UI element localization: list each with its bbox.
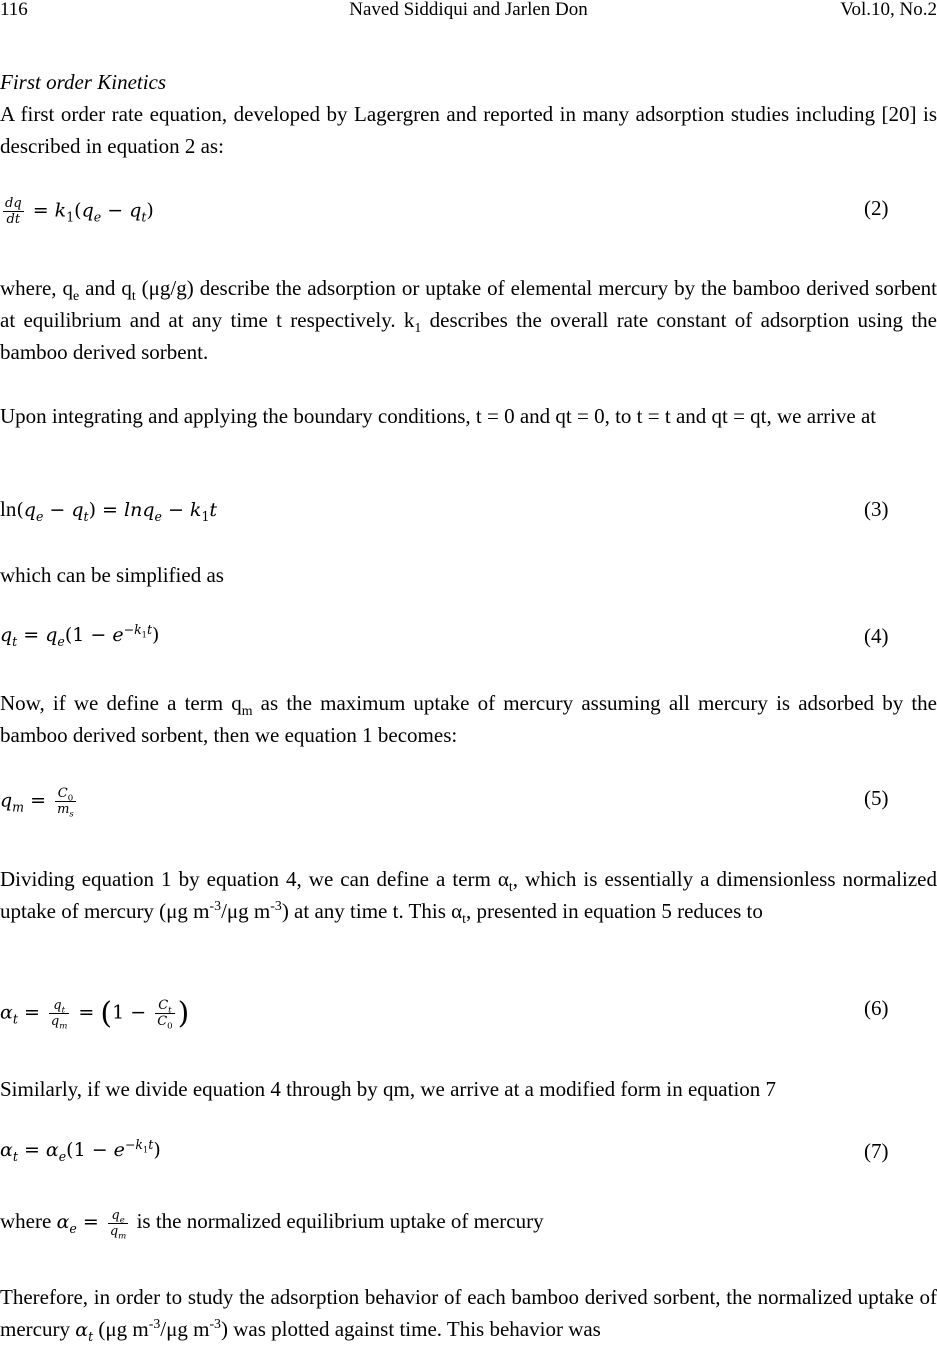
equation-3 [0,497,937,537]
equation-6-expression: $\alpha_t$ = $\frac{q_t}{q_m}$ = (1 − $\frac{C_t}{C_0}$ ) [0,996,190,1032]
paragraph-where-alpha: where $\alpha_e$ = $\frac{q_e}{q_m}$ is the normalized equilibrium uptake of mercury [0,1207,544,1242]
equation-4 [0,621,937,664]
section-heading: First order Kinetics [0,70,167,94]
equation-3-expression: $\ln(q_e - q_t) = \ln q_e - k_1t$ [0,497,218,524]
equation-6-number: (6) [864,996,889,1020]
paragraph-dividing: Dividing equation 1 by equation 4, we can define a term $\alpha_t$, which is essentially a dimensionless normalized uptake of mercury (μg $m^{-3}/\mu g$ $m^{-3}$) at any time t. This $\alpha_t$, presented in equation 5 reduces to [0,867,937,927]
equation-5-expression: $q_m$ = $\frac{C_0}{m_s}$ [0,786,74,820]
equation-5-number: (5) [864,786,889,810]
equation-2 [0,196,937,236]
equation-7-expression: $\alpha_t = \alpha_e(1 - e^{-k_1t})$ [0,1136,161,1164]
paragraph-qm: Now, if we define a term $q_m$ as the maximum uptake of mercury assuming all mercury is adsorbed by the bamboo derived sorbent, then we equation 1 becomes: [0,691,937,747]
paragraph-definitions: where, $q_e$ and $q_t$ (μg/g) describe the adsorption or uptake of elemental mercury by the bamboo derived sorbent at equilibrium and at any time t respectively. $k_1$ describes the overall rate constant of adsorption using the bamboo derived sorbent. [0,276,937,364]
equation-5 [0,786,937,826]
paragraph-intro: A first order rate equation, developed by Lagergren and reported in many adsorption studies including [20] is described in equation 2 as: [0,102,937,158]
paragraph-therefore: Therefore, in order to study the adsorption behavior of each bamboo derived sorbent, the normalized uptake of mercury $\alpha_t$ (μg $m^{-3}/\mu g$ $m^{-3}$) was plotted against time. This behavior was [0,1285,937,1344]
equation-4-number: (4) [864,624,889,648]
page-number: 116 [0,0,28,20]
paragraph-integration: Upon integrating and applying the boundary conditions, t = 0 and qt = 0, to t = t and qt = qt, we arrive at [0,404,877,428]
equation-3-number: (3) [864,497,889,521]
paragraph-simplified: which can be simplified as [0,563,224,587]
equation-4-expression: $q_t = q_e(1 - e^{-k_1t})$ [0,621,160,649]
paragraph-similarly: Similarly, if we divide equation 4 through by qm, we arrive at a modified form in equation 7 [0,1077,777,1101]
equation-6 [0,996,937,1036]
header-authors: Naved Siddiqui and Jarlen Don [349,0,588,20]
equation-7 [0,1136,937,1179]
equation-2-number: (2) [864,196,889,220]
running-header [0,0,937,24]
equation-7-number: (7) [864,1139,889,1163]
equation-2-expression: $\frac{dq}{dt}$ = $k_1(q_e - q_t)$ [5,196,154,227]
header-volume: Vol.10, No.2 [840,0,937,20]
